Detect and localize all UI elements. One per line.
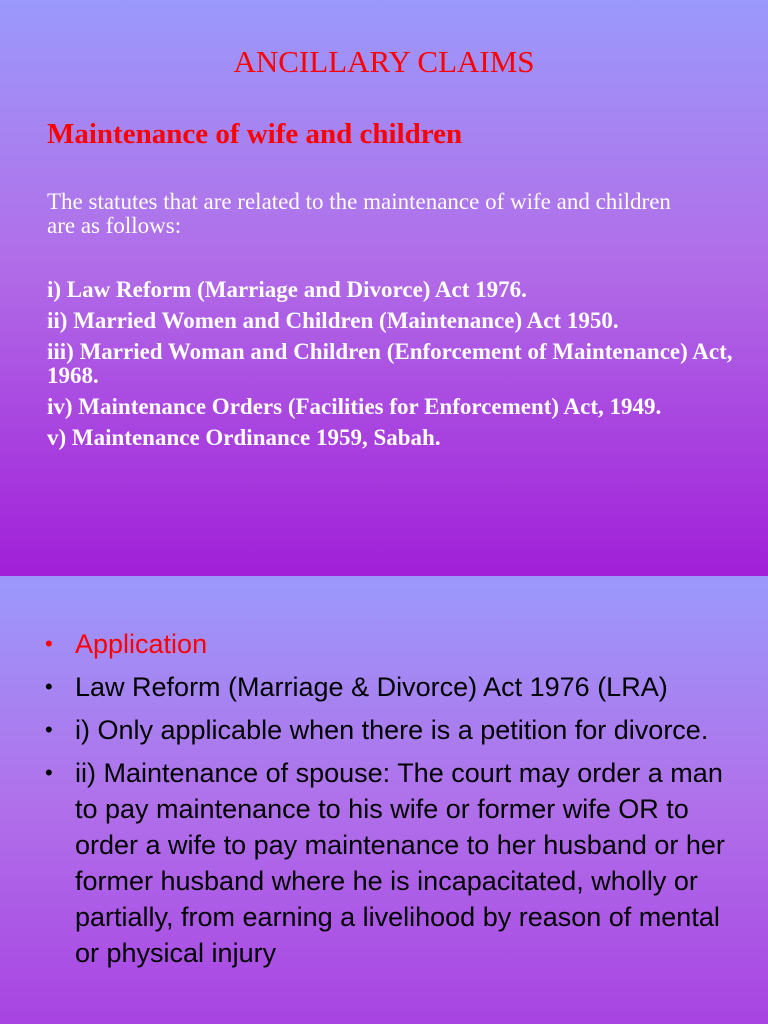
bullet-text: ii) Maintenance of spouse: The court may order a man to pay maintenance to his wife or former wife OR to order a wife to pay maintenance to her husband or her former husband where he is incapacitated, wholly or partially, from earning a livelihood by reason of mental or physical injury bbox=[75, 758, 725, 968]
bullet-text: Law Reform (Marriage & Divorce) Act 1976 (LRA) bbox=[75, 672, 668, 702]
statute-item: iv) Maintenance Orders (Facilities for Enforcement) Act, 1949. bbox=[47, 394, 662, 419]
bullet-list bbox=[45, 626, 725, 978]
statute-item: iii) Married Woman and Children (Enforcement of Maintenance) Act, 1968. bbox=[47, 339, 733, 388]
intro-paragraph: The statutes that are related to the maintenance of wife and children are as follows: bbox=[47, 189, 671, 238]
bullet-item-petition bbox=[45, 712, 725, 748]
bullet-icon: • bbox=[45, 717, 53, 742]
statute-item: i) Law Reform (Marriage and Divorce) Act 1976. bbox=[47, 277, 527, 302]
bullet-item-spouse-maintenance bbox=[45, 755, 725, 971]
bullet-item-application bbox=[45, 626, 725, 662]
statute-item: ii) Married Women and Children (Maintenance) Act 1950. bbox=[47, 308, 619, 333]
bullet-icon: • bbox=[45, 631, 53, 656]
bullet-text: i) Only applicable when there is a petition for divorce. bbox=[75, 715, 709, 745]
statutes-list bbox=[47, 278, 737, 457]
statute-item: v) Maintenance Ordinance 1959, Sabah. bbox=[47, 425, 441, 450]
slide-title: ANCILLARY CLAIMS bbox=[233, 44, 535, 79]
bullet-text: Application bbox=[75, 629, 208, 659]
bullet-icon: • bbox=[45, 674, 53, 699]
slide-2 bbox=[0, 576, 768, 1024]
slide-subtitle: Maintenance of wife and children bbox=[47, 118, 463, 150]
bullet-icon: • bbox=[45, 760, 53, 785]
bullet-item-lra bbox=[45, 669, 725, 705]
